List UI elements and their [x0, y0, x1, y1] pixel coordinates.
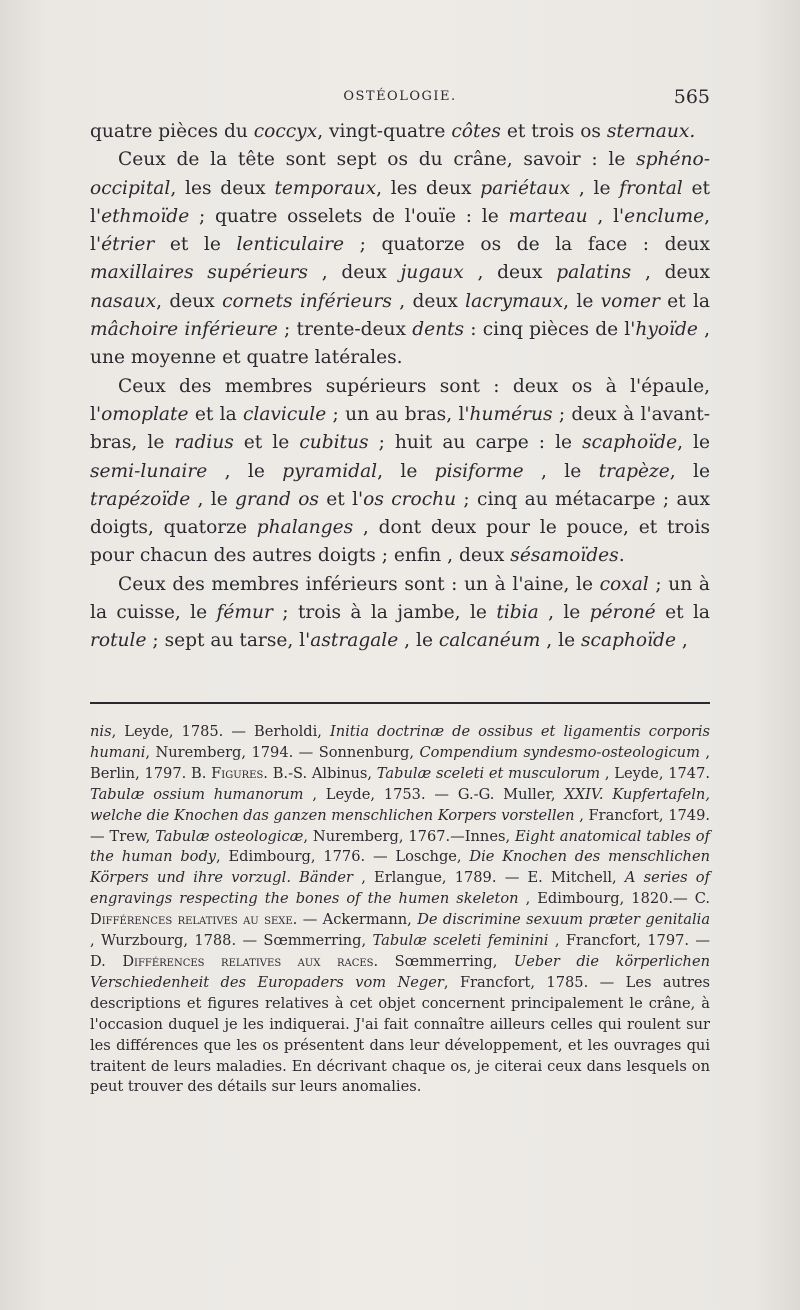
italic-term: phalanges: [256, 517, 354, 539]
italic-term: Compendium syndesmo-osteologicum: [419, 743, 700, 761]
italic-term: Die Knochen des menschlichen Körpers und ihre vorzugl. Bänder: [90, 848, 710, 887]
italic-term: lenticulaire: [236, 234, 345, 256]
italic-term: péroné: [589, 602, 656, 624]
italic-term: os crochu: [363, 488, 457, 510]
italic-term: cornets inférieurs: [222, 290, 392, 312]
italic-term: radius: [174, 432, 234, 454]
italic-term: pyramidal: [282, 460, 378, 482]
footnote-text: nis, Leyde, 1785. — Berholdi, Initia doctrinæ de ossibus et ligamentis corporis humani, Nuremberg, 1794. — Sonnenburg, Compendium syndesmo-osteologicum , Berlin, 1797. B. Figures. B.-S. Albinus, Tabulæ sceleti et musculorum , Leyde, 1747. Tabulæ ossium humanorum , Leyde, 1753. — G.-G. Muller, XXIV. Kupfertafeln, welche die Knochen das ganzen menschlichen Korpers vorstellen , Francfort, 1749. — Trew, Tabulæ osteologicæ, Nuremberg, 1767.—Innes, Eight anatomical tables of the human body, Edimbourg, 1776. — Loschge, Die Knochen des menschlichen Körpers und ihre vorzugl. Bänder , Erlangue, 1789. — E. Mitchell, A series of engravings respecting the bones of the humen skeleton , Edimbourg, 1820.— C. Différences relatives au sexe. — Ackermann, De discrimine sexuum præter genitalia , Wurzbourg, 1788. — Sœmmerring, Tabulæ sceleti feminini , Francfort, 1797. — D. Différences relatives aux races. Sœmmerring, Ueber die körperlichen Verschiedenheit des Europaders vom Neger, Francfort, 1785. — Les autres descriptions et figures relatives à cet objet concernent principalement le crâne, à l'occasion duquel je les indiquerai. J'ai fait connaître ailleurs celles qui roulent sur les différences que les os présentent dans leur développement, et les ouvrages qui traitent de leurs maladies. En décrivant chaque os, je citerai ceux dans lesquels on peut trouver des détails sur leurs anomalies.: [90, 723, 711, 1096]
paragraph-lower-limb-bones: Ceux des membres inférieurs sont : un à l'aine, le coxal ; un à la cuisse, le fémur ; trois à la jambe, le tibia , le péroné et la rotule ; sept au tarse, l'astragale , le calcanéum , le scaphoïde ,: [90, 573, 710, 652]
italic-term: scaphoïde: [580, 630, 676, 652]
footnote: [90, 722, 710, 1098]
italic-term: pisiforme: [434, 460, 524, 482]
italic-term: cubitus: [299, 432, 369, 454]
small-caps-heading: Différences relatives au sexe.: [90, 911, 298, 929]
italic-term: coccyx: [253, 121, 318, 142]
italic-term: hyoïde: [635, 319, 698, 341]
page-number: 565: [673, 86, 710, 108]
italic-term: Tabulæ sceleti et musculorum: [376, 764, 601, 782]
main-text: [90, 118, 710, 656]
italic-term: enclume: [624, 205, 705, 227]
italic-term: marteau: [508, 205, 588, 227]
italic-term: Initia doctrinæ de ossibus et ligamentis corporis humani: [90, 723, 711, 761]
italic-term: ethmoïde: [101, 205, 190, 227]
italic-term: humérus: [469, 403, 553, 425]
italic-term: XXIV. Kupfertafeln, welche die Knochen das ganzen menschlichen Korpers vorstellen: [90, 785, 710, 824]
running-head: [90, 86, 710, 108]
italic-term: trapézoïde: [90, 488, 191, 510]
italic-term: maxillaires supérieurs: [90, 262, 308, 284]
italic-term: sésamoïdes: [510, 545, 619, 567]
footnote-divider: [90, 702, 710, 704]
italic-term: vomer: [600, 290, 660, 312]
italic-term: sternaux.: [606, 121, 696, 142]
paragraph-upper-limb-bones: Ceux des membres supérieurs sont : deux os à l'épaule, l'omoplate et la clavicule ; un au bras, l'humérus ; deux à l'avant-bras, le radius et le cubitus ; huit au carpe : le scaphoïde, le semi-lunaire , le pyramidal, le pisiforme , le trapèze, le trapézoïde , le grand os et l'os crochu ; cinq au métacarpe ; aux doigts, quatorze phalanges , dont deux pour le pouce, et trois pour chacun des autres doigts ; enfin , deux sésamoïdes.: [90, 375, 711, 567]
italic-term: lacrymaux: [465, 290, 564, 312]
italic-term: A series of engravings respecting the bones of the humen skeleton: [90, 869, 710, 908]
italic-term: De discrimine sexuum præter genitalia: [417, 911, 711, 929]
italic-term: temporaux: [274, 177, 377, 199]
running-title: OSTÉOLOGIE.: [343, 89, 457, 104]
italic-term: étrier: [101, 234, 155, 256]
italic-term: côtes: [451, 121, 501, 142]
italic-term: frontal: [619, 177, 683, 199]
italic-term: jugaux: [400, 262, 464, 284]
italic-term: palatins: [556, 262, 632, 284]
italic-term: trapèze: [598, 460, 670, 482]
italic-term: grand os: [235, 488, 319, 510]
italic-term: calcanéum: [438, 630, 541, 652]
italic-term: mâchoire inférieure: [90, 319, 278, 341]
small-caps-heading: Figures.: [211, 764, 268, 782]
italic-term: nasaux: [90, 290, 157, 312]
italic-term: pariétaux: [480, 177, 571, 199]
italic-term: omoplate: [101, 403, 189, 425]
italic-term: coxal: [599, 573, 649, 595]
italic-term: scaphoïde: [582, 432, 678, 454]
italic-term: Tabulæ osteologicæ: [155, 827, 304, 845]
italic-term: Tabulæ ossium humanorum: [90, 785, 304, 803]
italic-term: dents: [412, 319, 465, 341]
italic-term: semi-lunaire: [90, 460, 208, 482]
italic-term: astragale: [310, 630, 399, 652]
paragraph-skull-bones: Ceux de la tête sont sept os du crâne, savoir : le sphéno-occipital, les deux temporaux, les deux pariétaux , le frontal et l'ethmoïde ; quatre osselets de l'ouïe : le marteau , l'enclume, l'étrier et le lenticulaire ; quatorze os de la face : deux maxillaires supérieurs , deux jugaux , deux palatins , deux nasaux, deux cornets inférieurs , deux lacrymaux, le vomer et la mâchoire inférieure ; trente-deux dents : cinq pièces de l'hyoïde , une moyenne et quatre latérales.: [90, 149, 710, 369]
italic-term: Eight anatomical tables of the human body: [90, 827, 710, 866]
small-caps-heading: Différences relatives aux races.: [122, 952, 379, 970]
italic-term: sphéno-occipital: [90, 149, 710, 199]
italic-term: nis: [90, 723, 112, 740]
italic-term: fémur: [216, 602, 273, 624]
italic-term: clavicule: [242, 403, 327, 425]
italic-term: tibia: [496, 602, 539, 624]
italic-term: Tabulæ sceleti feminini: [372, 932, 549, 950]
italic-term: Ueber die körperlichen Verschiedenheit des Europaders vom Neger: [90, 952, 710, 991]
paragraph-continued: quatre pièces du coccyx, vingt-quatre côtes et trois os sternaux.: [90, 121, 696, 142]
italic-term: rotule: [90, 630, 147, 652]
